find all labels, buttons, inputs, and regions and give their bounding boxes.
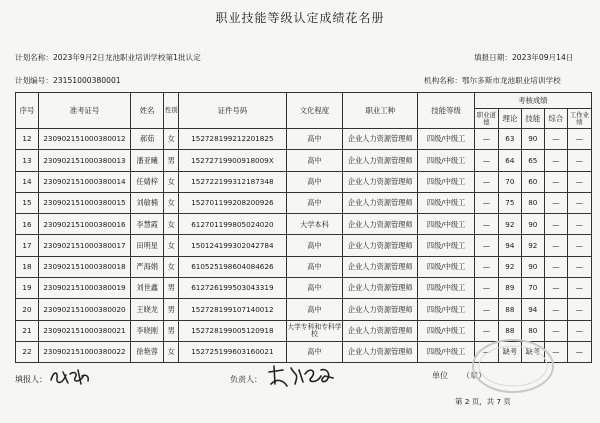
cell-cert: 152728199107140012 [179, 299, 287, 320]
cell-gender: 女 [164, 192, 179, 213]
responsible-label: 负责人： [230, 375, 262, 384]
report-date-label: 填报日期： [474, 53, 512, 62]
cell-job: 企业人力资源管理师 [343, 235, 418, 256]
cell-name: 徐艳蓉 [130, 341, 163, 362]
cell-ticket: 230902151000380013 [38, 150, 130, 171]
cell-s1: — [474, 278, 498, 299]
cell-s3: 缺考 [521, 341, 544, 362]
cell-gender: 男 [164, 150, 179, 171]
header-seq: 序号 [16, 93, 39, 129]
cell-seq: 17 [16, 235, 39, 256]
cell-ticket: 230902151000380017 [38, 235, 130, 256]
cell-s5: — [567, 171, 591, 192]
cell-s5: — [567, 150, 591, 171]
cell-s2: 64 [498, 150, 521, 171]
cell-s1: — [474, 171, 498, 192]
header-job: 职业工种 [343, 93, 418, 129]
cell-ticket: 230902151000380012 [38, 129, 130, 150]
cell-seq: 16 [16, 214, 39, 235]
cell-level: 四级/中级工 [418, 299, 474, 320]
cell-ticket: 230902151000380020 [38, 299, 130, 320]
cell-cert: 152725199603160021 [179, 341, 287, 362]
cell-ticket: 230902151000380019 [38, 278, 130, 299]
plan-name-line [15, 52, 201, 63]
cell-s3: 94 [521, 299, 544, 320]
table-row [16, 256, 592, 277]
table-row [16, 129, 592, 150]
cell-s4: — [544, 320, 567, 341]
cell-name: 郝茹 [130, 129, 163, 150]
cell-s2: 88 [498, 299, 521, 320]
cell-s2: 92 [498, 214, 521, 235]
cell-seq: 22 [16, 341, 39, 362]
report-date-line [474, 52, 573, 63]
cell-edu: 高中 [286, 278, 342, 299]
table-row [16, 278, 592, 299]
cell-s5: — [567, 192, 591, 213]
cell-name: 严海娟 [130, 256, 163, 277]
cell-gender: 女 [164, 235, 179, 256]
cell-job: 企业人力资源管理师 [343, 299, 418, 320]
cell-s1: — [474, 320, 498, 341]
cell-edu: 高中 [286, 129, 342, 150]
cell-edu: 高中 [286, 235, 342, 256]
cell-s2: 88 [498, 320, 521, 341]
cell-cert: 150124199302042784 [179, 235, 287, 256]
cell-name: 任婧梓 [130, 171, 163, 192]
cell-s5: — [567, 299, 591, 320]
plan-no-line [15, 75, 121, 86]
unit-label: 单位 [432, 371, 448, 380]
table-row [16, 192, 592, 213]
cell-job: 企业人力资源管理师 [343, 171, 418, 192]
cell-s1: — [474, 214, 498, 235]
cell-seq: 19 [16, 278, 39, 299]
cell-s2: 94 [498, 235, 521, 256]
cell-level: 四级/中级工 [418, 278, 474, 299]
cell-edu: 高中 [286, 299, 342, 320]
cell-name: 田明星 [130, 235, 163, 256]
cell-s3: 80 [521, 320, 544, 341]
header-ticket: 准考证号 [38, 93, 130, 129]
cell-name: 刘敏楠 [130, 192, 163, 213]
cell-gender: 男 [164, 299, 179, 320]
cell-level: 四级/中级工 [418, 256, 474, 277]
cell-seq: 18 [16, 256, 39, 277]
cell-s3: 92 [521, 235, 544, 256]
cell-edu: 高中 [286, 150, 342, 171]
cell-s5: — [567, 129, 591, 150]
table-row [16, 150, 592, 171]
cell-seq: 12 [16, 129, 39, 150]
cell-name: 王晓龙 [130, 299, 163, 320]
cell-edu: 高中 [286, 341, 342, 362]
cell-s1: — [474, 150, 498, 171]
cell-s1: — [474, 129, 498, 150]
cell-s1: — [474, 299, 498, 320]
cell-job: 企业人力资源管理师 [343, 256, 418, 277]
cell-s1: — [474, 235, 498, 256]
cell-s3: 80 [521, 192, 544, 213]
header-score-performance: 工作业绩 [567, 109, 591, 129]
cell-s2: 缺考 [498, 341, 521, 362]
header-score-skill: 技能 [521, 109, 544, 129]
cell-level: 四级/中级工 [418, 129, 474, 150]
cell-s1: — [474, 192, 498, 213]
org-label: 机构名称： [424, 76, 462, 85]
cell-job: 企业人力资源管理师 [343, 150, 418, 171]
cell-seq: 15 [16, 192, 39, 213]
cell-s3: 90 [521, 256, 544, 277]
header-score-overall: 综合 [544, 109, 567, 129]
cell-s5: — [567, 278, 591, 299]
official-seal-stamp [468, 336, 558, 396]
cell-name: 刘世鑫 [130, 278, 163, 299]
cell-seq: 21 [16, 320, 39, 341]
cell-s4: — [544, 150, 567, 171]
header-cert: 证件号码 [179, 93, 287, 129]
cell-s5: — [567, 320, 591, 341]
cell-gender: 女 [164, 171, 179, 192]
cell-job: 企业人力资源管理师 [343, 278, 418, 299]
cell-s1: — [474, 256, 498, 277]
cell-job: 企业人力资源管理师 [343, 341, 418, 362]
cell-cert: 152728199212201825 [179, 129, 287, 150]
cell-ticket: 230902151000380015 [38, 192, 130, 213]
table-row [16, 214, 592, 235]
cell-cert: 610525198604084626 [179, 256, 287, 277]
cell-level: 四级/中级工 [418, 235, 474, 256]
cell-edu: 大学专科和专科学校 [286, 320, 342, 341]
cell-s3: 90 [521, 214, 544, 235]
seal-label: （章） [462, 371, 486, 380]
header-gender: 性别 [164, 93, 179, 129]
header-name: 姓名 [130, 93, 163, 129]
header-score-ethics: 职业道德 [474, 109, 498, 129]
cell-s2: 75 [498, 192, 521, 213]
cell-edu: 高中 [286, 256, 342, 277]
filler-label: 填报人： [15, 375, 47, 384]
header-score-theory: 理论 [498, 109, 521, 129]
document-title: 职业技能等级认定成绩花名册 [215, 11, 385, 25]
cell-gender: 女 [164, 214, 179, 235]
page-info: 第 2 页，共 7 页 [455, 397, 511, 406]
table-row [16, 299, 592, 320]
cell-s2: 92 [498, 256, 521, 277]
header-edu: 文化程度 [286, 93, 342, 129]
header-level: 技能等级 [418, 93, 474, 129]
cell-edu: 高中 [286, 171, 342, 192]
cell-gender: 男 [164, 320, 179, 341]
cell-s5: — [567, 214, 591, 235]
cell-ticket: 230902151000380021 [38, 320, 130, 341]
cell-s4: — [544, 192, 567, 213]
header-scores: 考核成绩 [474, 93, 591, 109]
cell-job: 企业人力资源管理师 [343, 214, 418, 235]
cell-s3: 65 [521, 150, 544, 171]
cell-s4: — [544, 256, 567, 277]
cell-job: 企业人力资源管理师 [343, 192, 418, 213]
cell-s4: — [544, 214, 567, 235]
cell-name: 潘亚曦 [130, 150, 163, 171]
cell-cert: 612701199805024020 [179, 214, 287, 235]
plan-name-label: 计划名称： [15, 53, 53, 62]
cell-s3: 60 [521, 171, 544, 192]
cell-s4: — [544, 278, 567, 299]
org-value: 鄂尔多斯市龙池职业培训学校 [461, 76, 561, 85]
cell-job: 企业人力资源管理师 [343, 129, 418, 150]
cell-s4: — [544, 171, 567, 192]
cell-gender: 男 [164, 278, 179, 299]
cell-s1: — [474, 341, 498, 362]
cell-s4: — [544, 299, 567, 320]
cell-cert: 152701199208200926 [179, 192, 287, 213]
cell-ticket: 230902151000380014 [38, 171, 130, 192]
cell-level: 四级/中级工 [418, 150, 474, 171]
cell-name: 李慧霞 [130, 214, 163, 235]
responsible-signature [265, 362, 337, 390]
cell-cert: 612726199503043319 [179, 278, 287, 299]
cell-s3: 90 [521, 129, 544, 150]
cell-name: 李晓刚 [130, 320, 163, 341]
cell-seq: 14 [16, 171, 39, 192]
cell-job: 企业人力资源管理师 [343, 320, 418, 341]
plan-no-value: 23151000380001 [52, 76, 121, 85]
cell-s4: — [544, 129, 567, 150]
cell-s2: 89 [498, 278, 521, 299]
cell-ticket: 230902151000380016 [38, 214, 130, 235]
cell-ticket: 230902151000380022 [38, 341, 130, 362]
cell-s4: — [544, 341, 567, 362]
plan-no-label: 计划编号： [15, 76, 53, 85]
plan-name-value: 2023年9月2日龙池职业培训学校第1批认定 [52, 53, 201, 62]
cell-level: 四级/中级工 [418, 192, 474, 213]
score-table [15, 92, 592, 363]
filler-signature [48, 366, 92, 388]
cell-level: 四级/中级工 [418, 214, 474, 235]
cell-seq: 13 [16, 150, 39, 171]
cell-edu: 高中 [286, 192, 342, 213]
cell-edu: 大学本科 [286, 214, 342, 235]
cell-gender: 女 [164, 341, 179, 362]
cell-level: 四级/中级工 [418, 171, 474, 192]
table-row [16, 171, 592, 192]
cell-gender: 女 [164, 129, 179, 150]
cell-cert: 15272719900918009X [179, 150, 287, 171]
cell-seq: 20 [16, 299, 39, 320]
cell-gender: 女 [164, 256, 179, 277]
cell-s2: 63 [498, 129, 521, 150]
cell-cert: 152722199312187348 [179, 171, 287, 192]
org-line [424, 75, 561, 86]
cell-s4: — [544, 235, 567, 256]
cell-level: 四级/中级工 [418, 341, 474, 362]
cell-s5: — [567, 235, 591, 256]
cell-s2: 70 [498, 171, 521, 192]
cell-level: 四级/中级工 [418, 320, 474, 341]
cell-s5: — [567, 341, 591, 362]
table-row [16, 235, 592, 256]
cell-cert: 152728199005120918 [179, 320, 287, 341]
report-date-value: 2023年09月14日 [511, 53, 574, 62]
cell-s5: — [567, 256, 591, 277]
cell-ticket: 230902151000380018 [38, 256, 130, 277]
cell-s3: 70 [521, 278, 544, 299]
